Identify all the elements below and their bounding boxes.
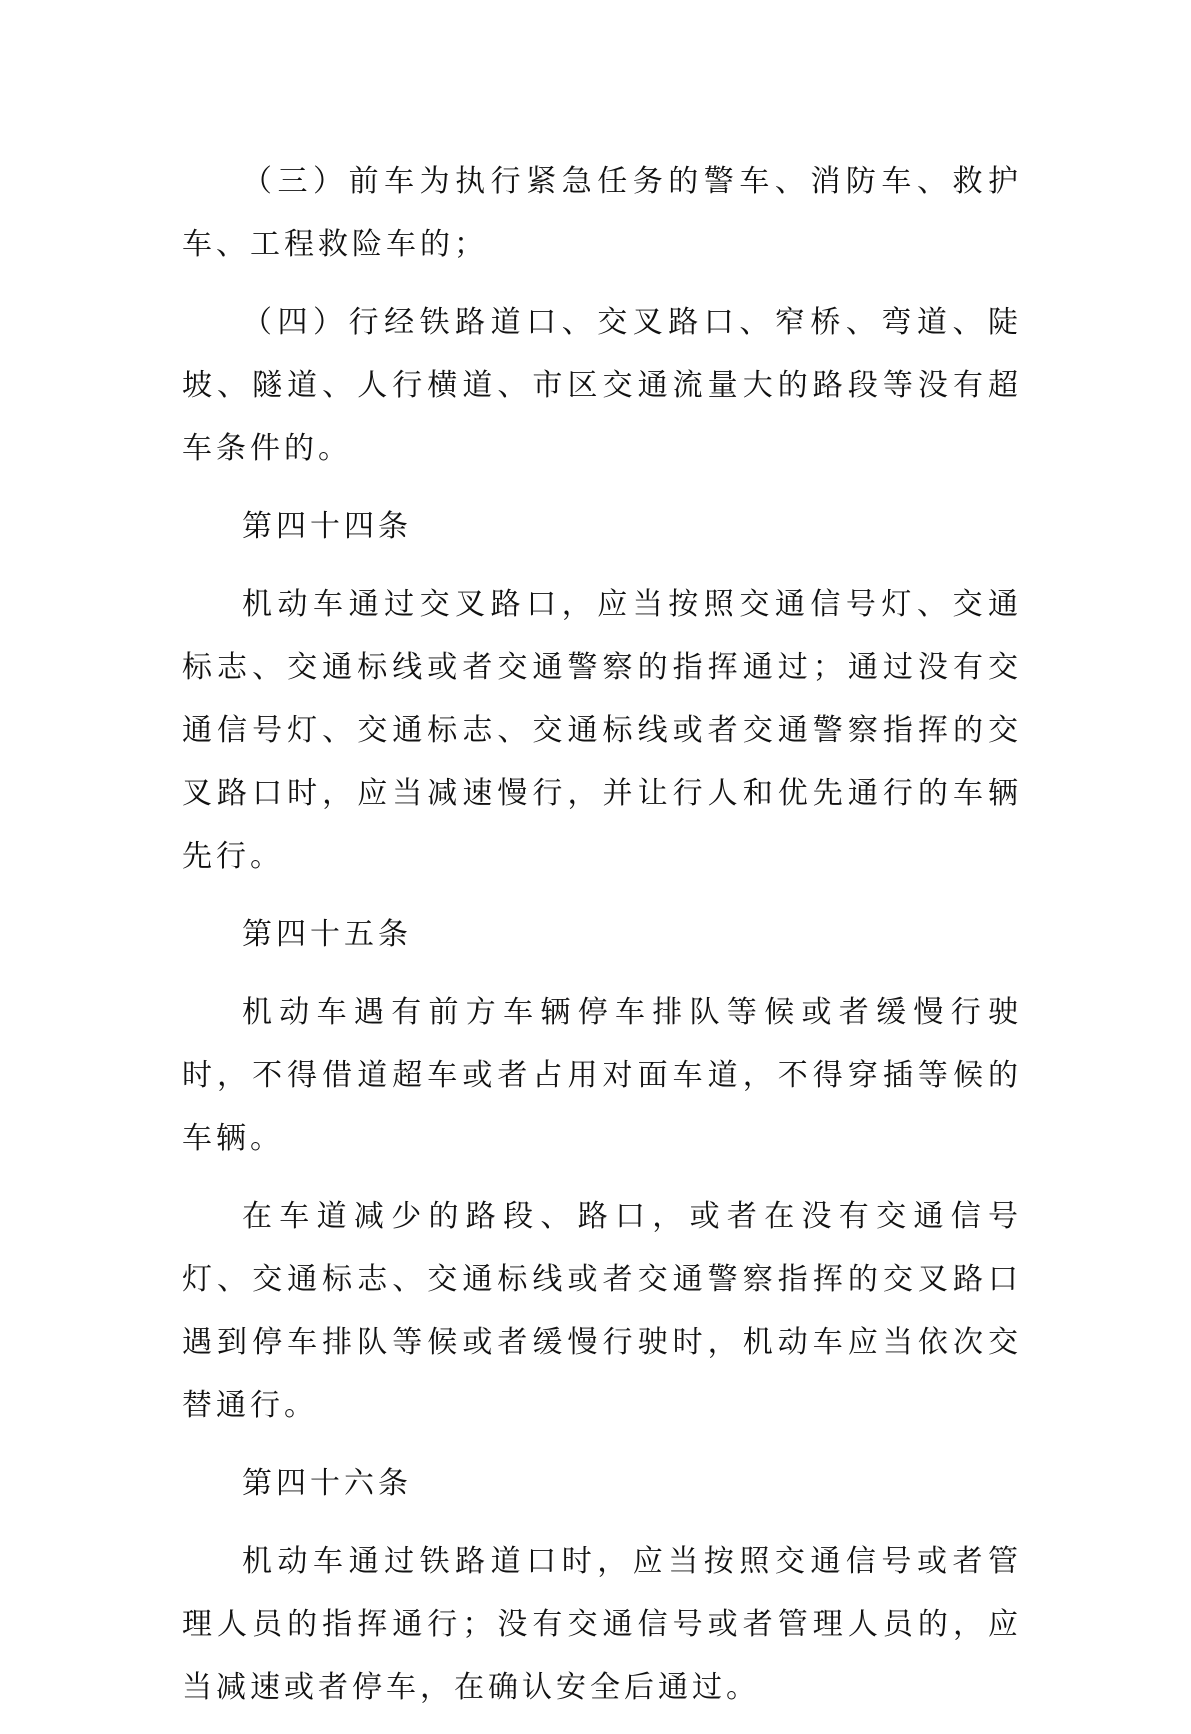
paragraph-item-3: （三）前车为执行紧急任务的警车、消防车、救护车、工程救险车的； <box>182 164 1022 262</box>
article-44-paragraph: 机动车通过交叉路口，应当按照交通信号灯、交通标志、交通标线或者交通警察的指挥通过；通过没有交通信号灯、交通标志、交通标线或者交通警察指挥的交叉路口时，应当减速慢行，并让行人和优先通行的车辆先行。 <box>182 587 1022 874</box>
article-46-paragraph: 机动车通过铁路道口时，应当按照交通信号或者管理人员的指挥通行；没有交通信号或者管理人员的，应当减速或者停车，在确认安全后通过。 <box>182 1544 1022 1705</box>
article-45-paragraph-1: 机动车遇有前方车辆停车排队等候或者缓慢行驶时，不得借道超车或者占用对面车道，不得穿插等候的车辆。 <box>182 995 1022 1156</box>
article-45-paragraph-2: 在车道减少的路段、路口，或者在没有交通信号灯、交通标志、交通标线或者交通警察指挥的交叉路口遇到停车排队等候或者缓慢行驶时，机动车应当依次交替通行。 <box>182 1199 1022 1423</box>
document-page <box>182 150 1022 1734</box>
article-heading-44: 第四十四条 <box>242 509 412 544</box>
article-heading-46: 第四十六条 <box>242 1466 412 1501</box>
article-heading-45: 第四十五条 <box>242 917 412 952</box>
paragraph-item-4: （四）行经铁路道口、交叉路口、窄桥、弯道、陡坡、隧道、人行横道、市区交通流量大的路段等没有超车条件的。 <box>182 305 1022 466</box>
